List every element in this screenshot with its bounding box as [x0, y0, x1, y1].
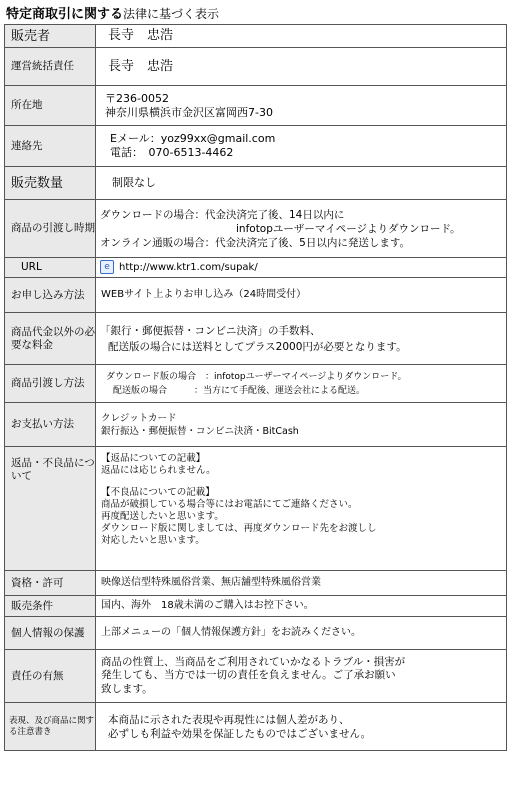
delivery-download-2: infotopユーザーマイページよりダウンロード。 [236, 222, 461, 235]
delivery-method-shipping: 配送版の場合 ：当方にて手配後、運送会社による配送。 [113, 385, 366, 396]
value-application-method [96, 278, 507, 313]
value-seller [96, 25, 507, 48]
returns-spacer [101, 477, 506, 487]
defects-text-2: 再度配送したいと思います。 [101, 511, 224, 522]
delivery-download: ダウンロードの場合：代金決済完了後、14日以内に [100, 208, 345, 221]
label-returns [5, 447, 96, 571]
value-sales-conditions [96, 596, 507, 617]
commerce-disclosure-table [4, 24, 507, 751]
url-link[interactable]: http://www.ktr1.com/supak/ [119, 262, 258, 274]
label-delivery-timing [5, 200, 96, 258]
payment-bank: 銀行振込・郵便振替・コンビニ決済・BitCash [101, 425, 299, 437]
table-row [5, 571, 507, 596]
table-row [5, 48, 507, 86]
value-contact [96, 126, 507, 167]
seller-name: 長寺 忠浩 [108, 28, 174, 43]
defects-text-3: ダウンロード版に関しましては、再度ダウンロード先をお渡しし [101, 523, 377, 534]
page-title-bold: 特定商取引に関する [6, 7, 124, 22]
manager-name: 長寺 忠浩 [108, 58, 174, 74]
value-privacy [96, 617, 507, 650]
label-license: 資格・許可 [5, 571, 96, 596]
application-method-text: WEBサイト上よりお申し込み（24時間受付） [101, 288, 307, 300]
table-row [5, 25, 507, 48]
table-row [5, 703, 507, 751]
disclaimer-line-2: 必ずしも利益や効果を保証したものではございません。 [108, 727, 372, 740]
disclaimer-line-1: 本商品に示された表現や再現性には個人差があり、 [108, 713, 350, 726]
table-row [5, 126, 507, 167]
label-liability: 責任の有無 [5, 650, 96, 703]
sales-quantity-text: 制限なし [112, 176, 156, 189]
value-payment-method [96, 403, 507, 447]
label-contact: 連絡先 [5, 126, 96, 167]
value-sales-quantity [96, 167, 507, 200]
value-license [96, 571, 507, 596]
value-operations-manager [96, 48, 507, 86]
value-returns [96, 447, 507, 571]
table-row [5, 86, 507, 126]
table-row [5, 258, 507, 278]
page-title-rest: 法律に基づく表示 [123, 7, 220, 21]
liability-line-2: 発生しても、当方では一切の責任を負えません。ご了承お願い [101, 669, 396, 682]
label-operations-manager: 運営統括責任 [5, 48, 96, 86]
value-delivery-timing [96, 200, 507, 258]
table-row [5, 278, 507, 313]
label-sales-quantity: 販売数量 [5, 167, 96, 200]
label-additional-fees: 商品代金以外の必要な料金 [5, 313, 96, 365]
table-row [5, 313, 507, 365]
label-disclaimer: 表現、及び商品に関する注意書き [5, 703, 96, 751]
fees-line-2: 配送版の場合には送料としてプラス2000円が必要となります。 [108, 340, 407, 353]
label-address: 所在地 [5, 86, 96, 126]
delivery-method-download: ダウンロード版の場合 ：infotopユーザーマイページよりダウンロード。 [106, 371, 407, 382]
value-disclaimer [96, 703, 507, 751]
liability-line-3: 致します。 [101, 682, 153, 695]
table-row [5, 447, 507, 571]
table-row [5, 596, 507, 617]
label-url: URL [5, 258, 96, 278]
value-url [96, 258, 507, 278]
label-delivery-method: 商品引渡し方法 [5, 365, 96, 403]
returns-text: 返品には応じられません。 [101, 465, 216, 476]
table-row [5, 365, 507, 403]
defects-heading: 【不良品についての記載】 [101, 487, 215, 498]
value-additional-fees [96, 313, 507, 365]
fees-line-1: 「銀行・郵便振替・コンビニ決済」の手数料、 [100, 324, 321, 337]
table-row [5, 167, 507, 200]
license-text: 映像送信型特殊風俗営業、無店舗型特殊風俗営業 [101, 576, 321, 588]
liability-line-1: 商品の性質上、当商品をご利用されていかなるトラブル・損害が [101, 655, 406, 668]
value-delivery-method [96, 365, 507, 403]
privacy-text: 上部メニューの「個人情報保護方針」をお読みください。 [101, 626, 361, 638]
table-row [5, 617, 507, 650]
email: Eメール：yoz99xx@gmail.com [110, 132, 276, 145]
returns-heading: 【返品についての記載】 [101, 453, 206, 464]
table-row [5, 650, 507, 703]
label-seller: 販売者 [5, 25, 96, 48]
sales-conditions-text: 国内、海外 18歳未満のご購入はお控下さい。 [101, 599, 314, 611]
table-row [5, 403, 507, 447]
phone: 電話： 070-6513-4462 [110, 146, 234, 159]
table-row [5, 200, 507, 258]
value-liability [96, 650, 507, 703]
delivery-online: オンライン通販の場合：代金決済完了後、5日以内に発送します。 [100, 236, 411, 249]
label-privacy: 個人情報の保護 [5, 617, 96, 650]
returns-label: 返品・不良品について [11, 457, 95, 482]
postal-code: 〒236-0052 [105, 91, 169, 105]
label-sales-conditions: 販売条件 [5, 596, 96, 617]
value-address [96, 86, 507, 126]
defects-text-4: 対応したいと思います。 [101, 535, 205, 546]
delivery-timing-label: 商品の引渡し時期 [11, 222, 95, 234]
payment-card: クレジットカード [101, 412, 177, 424]
label-application-method: お申し込み方法 [5, 278, 96, 313]
web-page-icon: e [100, 260, 114, 274]
page-title [6, 4, 219, 22]
label-payment-method: お支払い方法 [5, 403, 96, 447]
defects-text-1: 商品が破損している場合等にはお電話にてご連絡ください。 [101, 499, 358, 510]
street-address: 神奈川県横浜市金沢区富岡西7-30 [105, 105, 273, 119]
